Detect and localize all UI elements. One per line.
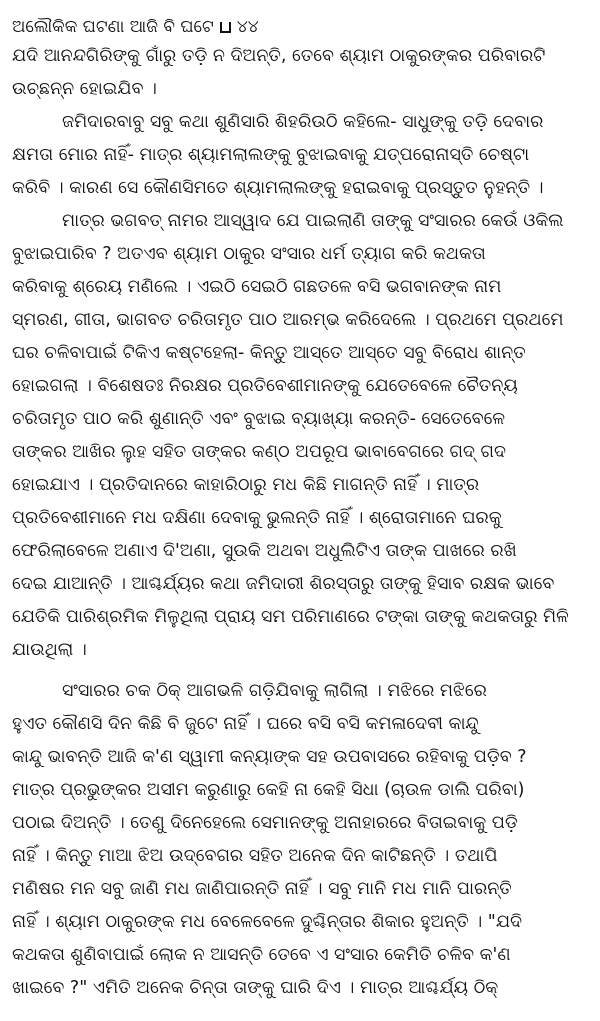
text-line: ହୋଇଗଲା । ବିଶେଷତଃ ନିରକ୍ଷର ପ୍ରତିବେଶୀମାନଙ୍କୁ ଯେତେବେଳେ ଚୈତନ୍ୟ — [12, 376, 518, 396]
paragraph-3 — [12, 205, 588, 667]
text-line: ସ୍ମରଣ, ଗୀତା, ଭାଗବତ ଚରିତାମୃତ ପାଠ ଆରମ୍ଭ କରିଦେଲେ । ପ୍ରଥମେ ପ୍ରଥମେ — [12, 310, 564, 330]
text-line: ପ୍ରତିବେଶୀମାନେ ମଧ ଦକ୍ଷିଣା ଦେବାକୁ ଭୁଲନ୍ତି ନାହିଁ । ଶ୍ରୋତାମାନେ ଘରକୁ — [12, 508, 502, 528]
header-title: ଅଲୌକିକ ଘଟଣା ଆଜି ବି ଘଟେ — [12, 17, 214, 37]
text-line: ଘର ଚଳିବାପାଇଁ ଟିକିଏ କଷ୍ଟହେଲା- କିନ୍ତୁ ଆସ୍ତେ ଆସ୍ତେ ସବୁ ବିରୋଧ ଶାନ୍ତ — [12, 343, 526, 363]
text-line: ବୁଝାଇପାରିବ ? ଅତଏବ ଶ୍ୟାମ ଠାକୁର ସଂସାର ଧର୍ମ ତ୍ୟାଗ କରି କଥକତା — [12, 244, 486, 264]
text-line: ଦେଇ ଯାଆନ୍ତି । ଆଶ୍ଚର୍ଯ୍ୟର କଥା ଜମିଦାରୀ ଶିରସ୍ତାରୁ ତାଙ୍କୁ ହିସାବ ରକ୍ଷକ ଭାବେ — [12, 574, 555, 594]
text-line: ଯଦି ଆନନ୍ଦଗିରିଙ୍କୁ ଗାଁରୁ ତଡ଼ି ନ ଦିଅନ୍ତି, ତେବେ ଶ୍ୟାମ ଠାକୁରଙ୍କର ପରିବାରଟି — [12, 46, 546, 66]
text-line: କରିବି । କାରଣ ସେ କୌଣସିମତେ ଶ୍ୟାମଲାଲଙ୍କୁ ହରାଇବାକୁ ପ୍ରସ୍ତୁତ ନୁହନ୍ତି । — [12, 178, 544, 198]
running-header — [12, 14, 588, 40]
text-line: ସଂସାରର ଚକ ଠିକ୍ ଆଗଭଳି ଗଡ଼ିଯିବାକୁ ଲାଗିଲା । ମଝିରେ ମଝିରେ — [62, 681, 487, 701]
text-line: କ୍ଷମତା ମୋର ନାହିଁ- ମାତ୍ର ଶ୍ୟାମଲାଲଙ୍କୁ ବୁଝାଇବାକୁ ଯତ୍‌ପରୋନାସ୍ତି ଚେଷ୍ଟା — [12, 145, 530, 165]
text-line: ଉଚ୍ଛନ୍ନ ହୋଇଯିବ । — [12, 79, 157, 99]
text-line: ହୁଏତ କୌଣସି ଦିନ କିଛି ବି ଜୁଟେ ନାହିଁ । ଘରେ ବସି ବସି କମଳାଦେବୀ କାନ୍ଦୁ — [12, 714, 479, 734]
text-line: ଖାଇବେ ?" ଏମିତି ଅନେକ ଚିନ୍ତା ତାଙ୍କୁ ଘାରି ଦିଏ । ମାତ୍ର ଆଶ୍ଚର୍ଯ୍ୟ ଠିକ୍ — [12, 978, 499, 998]
paragraph-4 — [12, 675, 588, 1005]
text-line: ନାହିଁ । କିନ୍ତୁ ମାଆ ଝିଅ ଉଦ୍‌ବେଗର ସହିତ ଅନେକ ଦିନ କାଟିଛନ୍ତି । ତଥାପି — [12, 846, 498, 866]
text-line: ଫେରିଲାବେଳେ ଅଣାଏ ଦି'ଅଣା, ସୁଉକି ଅଥବା ଅଧୁଲିଟିଏ ତାଙ୍କ ପାଖରେ ରଖି — [12, 541, 517, 561]
square-marker-icon — [220, 22, 231, 33]
text-line: ଜମିଦାରବାବୁ ସବୁ କଥା ଶୁଣିସାରି ଶିହରିଉଠି କହିଲେ- ସାଧୁଙ୍କୁ ତଡ଼ି ଦେବାର — [62, 112, 544, 132]
text-line: କାନ୍ଦୁ ଭାବନ୍ତି ଆଜି କ'ଣ ସ୍ୱାମୀ କନ୍ୟାଙ୍କ ସହ ଉପବାସରେ ରହିବାକୁ ପଡ଼ିବ ? — [12, 747, 527, 767]
text-line: କରିବାକୁ ଶ୍ରେୟ ମଣିଲେ । ଏଇଠି ସେଇଠି ଗଛତଳେ ବସି ଭଗବାନଙ୍କ ନାମ — [12, 277, 502, 297]
text-line: ଚରିତାମୃତ ପାଠ କରି ଶୁଣାନ୍ତି ଏବଂ ବୁଝାଇ ବ୍ୟାଖ୍ୟା କରନ୍ତି- ସେତେବେଳେ — [12, 409, 505, 429]
text-line: ଯାଉଥିଲା । — [12, 640, 87, 660]
text-line: ମଣିଷର ମନ ସବୁ ଜାଣି ମଧ ଜାଣିପାରନ୍ତି ନାହିଁ । ସବୁ ମାନି ମଧ ମାନି ପାରନ୍ତି — [12, 879, 512, 899]
text-line: ମାତ୍ର ଭଗବତ୍ ନାମର ଆସ୍ୱାଦ ଯେ ପାଇଲାଣି ତାଙ୍କୁ ସଂସାରର କେଉଁ ଓକିଲ — [62, 211, 564, 231]
text-line: ନାହିଁ । ଶ୍ୟାମ ଠାକୁରଙ୍କ ମଧ ବେଳେବେଳେ ଦୁଶ୍ଚିନ୍ତାର ଶିକାର ହୁଅନ୍ତି । "ଯଦି — [12, 912, 523, 932]
page-number: ୪୪ — [236, 17, 259, 37]
paragraph-gap — [12, 667, 588, 675]
text-line: କଥକତା ଶୁଣିବାପାଇଁ ଲୋକ ନ ଆସନ୍ତି ତେବେ ଏ ସଂସାର କେମିତି ଚଳିବ କ'ଣ — [12, 945, 511, 965]
paragraph-2 — [12, 106, 588, 205]
paragraph-1 — [12, 40, 588, 106]
text-line: ହୋଇଯାଏ । ପ୍ରତିଦାନରେ କାହାରିଠାରୁ ମଧ କିଛି ମାଗନ୍ତି ନାହିଁ । ମାତ୍ର — [12, 475, 480, 495]
text-line: ମାତ୍ର ପ୍ରଭୁଙ୍କର ଅସୀମ କରୁଣାରୁ କେହି ନା କେହି ସିଧା (ଚାଉଳ ଡାଲି ପରିବା) — [12, 780, 525, 800]
text-line: ପଠାଇ ଦିଅନ୍ତି । ତେଣୁ ଦିନେହେଲେ ସେମାନଙ୍କୁ ଅନାହାରରେ ବିତାଇବାକୁ ପଡ଼ି — [12, 813, 518, 833]
text-line: ଯେତିକି ପାରିଶ୍ରମିକ ମିଳୁଥିଲା ପ୍ରାୟ ସମ ପରିମାଣରେ ଟଙ୍କା ତାଙ୍କୁ କଥକତାରୁ ମିଳି — [12, 607, 569, 627]
text-line: ତାଙ୍କର ଆଖିର ଲୁହ ସହିତ ତାଙ୍କର କଣ୍ଠ ଅପରୂପ ଭାବାବେଗରେ ଗଦ୍ ଗଦ — [12, 442, 506, 462]
